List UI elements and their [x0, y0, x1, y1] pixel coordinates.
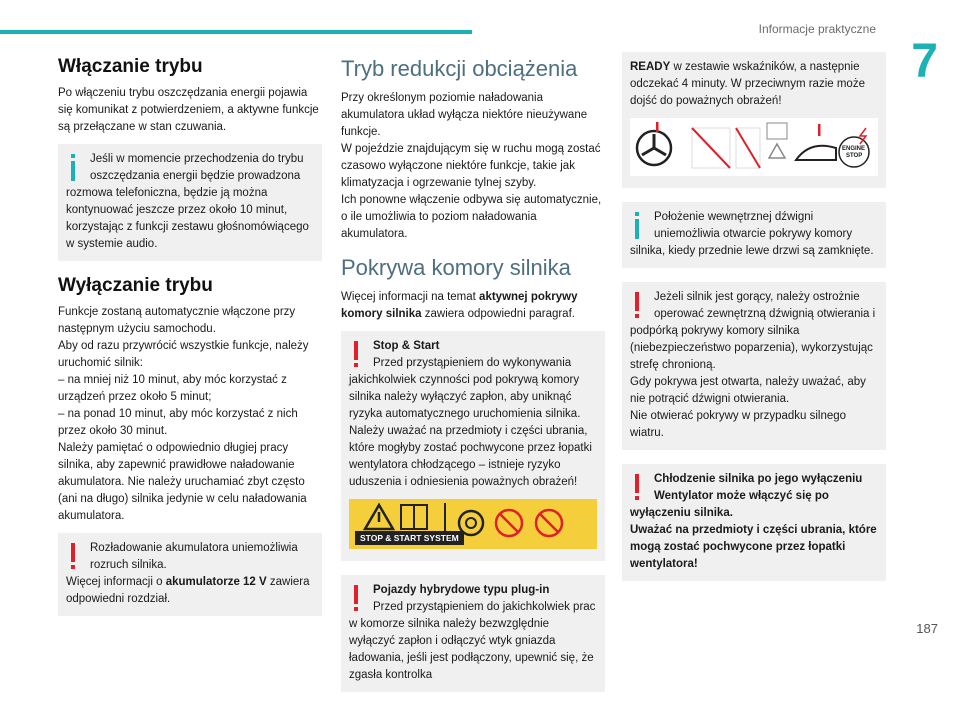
warning-text-more: Więcej informacji o akumulatorze 12 V zawiera odpowiedni rozdział.	[66, 576, 310, 605]
info-box	[622, 202, 886, 268]
warning-text: Jeżeli silnik jest gorący, należy ostrożnie operować zewnętrzną dźwignią otwierania i podpórką pokrywy komory silnika (niebezpieczeństwo poparzenia), wykorzystując strefę chronioną. Gdy pokrywa jest otwarta, należy uważać, aby nie potrącić dźwigni otwierania. Nie otwierać pokrywy w przypadku silnego wiatru.	[630, 291, 876, 439]
column-1	[58, 56, 322, 630]
engine-pictograms-svg	[630, 118, 878, 176]
manual-icon	[767, 123, 787, 139]
warning-text: Przed przystąpieniem do wykonywania jakichkolwiek czynności pod pokrywą komory silnika należy wyłączyć zapłon, aby uniknąć ryzyka automatycznego uruchomienia silnika. Należy uważać na przedmioty i części ubrania, które mogłyby zostać pochwycone przez łopatki wentylatora chłodzącego – istnieje ryzyko uduszenia i odniesienia poważnych obrażeń!	[349, 357, 592, 488]
warning-icon	[66, 543, 80, 571]
section-title: Pokrywa komory silnika	[341, 255, 571, 280]
engine-stop-icon	[839, 137, 869, 167]
warning-text-continued: READY w zestawie wskaźników, a następnie odczekać 4 minuty. W przeciwnym razie może dojść do poważnych obrażeń!	[630, 61, 865, 107]
warning-title: Pojazdy hybrydowe typu plug-in	[373, 584, 550, 596]
warning-box	[622, 282, 886, 450]
warning-icon	[349, 341, 363, 369]
column-3	[622, 52, 886, 595]
hot-engine-icon	[796, 146, 836, 160]
column-2	[341, 56, 605, 706]
chapter-number: 7	[911, 35, 938, 88]
info-icon	[630, 212, 644, 240]
info-icon	[66, 154, 80, 182]
engine-label-1: ENGINE	[842, 146, 866, 152]
paragraph: Przy określonym poziomie naładowania akumulatora układ wyłącza niektóre nieużywane funkcje. W pojeździe znajdującym się w ruchu mogą zostać czasowo wyłączone niektóre funkcje, takie jak klimatyzacja i ogrzewanie tylnej szyby. Ich ponowne włączenie odbywa się automatycznie, o ile umożliwia to poziom naładowania akumulatora.	[341, 92, 602, 240]
paragraph: Więcej informacji na temat aktywnej pokrywy komory silnika zawiera odpowiedni paragraf.	[341, 291, 578, 320]
section-header-title: Informacje praktyczne	[758, 22, 876, 36]
section-title: Tryb redukcji obciążenia	[341, 56, 578, 81]
header-accent-bar	[0, 30, 472, 34]
stop-start-label: STOP & START SYSTEM	[355, 531, 464, 545]
warning-text: Rozładowanie akumulatora uniemożliwia rozruch silnika.	[90, 542, 298, 571]
warning-box	[58, 533, 322, 616]
warning-title: Stop & Start	[373, 340, 440, 352]
warning-text: Chłodzenie silnika po jego wyłączeniu Wentylator może włączyć się po wyłączeniu silnika. Uważać na przedmioty i części ubrania, które mogą zostać pochwycone przez łopatki wentylatora!	[630, 473, 877, 570]
warning-continued-box	[622, 52, 886, 188]
info-text: Położenie wewnętrznej dźwigni uniemożliwia otwarcie pokrywy komory silnika, kiedy przednie lewe drzwi są zamknięte.	[630, 211, 874, 257]
paragraph: Po włączeniu trybu oszczędzania energii pojawia się komunikat z potwierdzeniem, a aktywne funkcje są przełączane w stan czuwania.	[58, 87, 319, 133]
engine-pictograms	[630, 118, 878, 176]
warning-icon	[630, 292, 644, 320]
engine-label-2: STOP	[846, 153, 863, 159]
section-title: Wyłączanie trybu	[58, 275, 213, 296]
warning-text: Przed przystąpieniem do jakichkolwiek prac w komorze silnika należy bezwzględnie wyłączyć zapłon i odłączyć wtyk gniazda ładowania, jeśli jest podłączony, upewnić się, że zgasła kontrolka	[349, 601, 596, 681]
warning-icon	[349, 585, 363, 613]
warning-triangle-icon	[769, 144, 785, 158]
warning-icon	[630, 474, 644, 502]
info-text: Jeśli w momencie przechodzenia do trybu oszczędzania energii będzie prowadzona rozmowa telefoniczna, będzie ją można kontynuować jeszcze przez około 10 minut, korzystając z funkcji zestawu głośnomówiącego w systemie audio.	[66, 153, 309, 250]
paragraph: Funkcje zostaną automatycznie włączone przy następnym użyciu samochodu. Aby od razu przywrócić wszystkie funkcje, należy uruchomić silnik: – na mniej niż 10 minut, aby móc korzystać z urządzeń przez około 5 minut; – na ponad 10 minut, aby móc korzystać z nich przez około 30 minut. Należy pamiętać o odpowiednio długiej pracy silnika, aby zapewnić prawidłowe naładowanie akumulatora. Nie należy uruchamiać zbyt często (ani na długo) silnika jedynie w celu naładowania akumulatora.	[58, 306, 309, 522]
info-box	[58, 144, 322, 261]
warning-box	[341, 331, 605, 561]
section-title: Włączanie trybu	[58, 56, 203, 77]
warning-box	[341, 575, 605, 692]
warning-box	[622, 464, 886, 581]
stop-start-pictogram	[349, 499, 597, 549]
page-number: 187	[916, 621, 938, 636]
